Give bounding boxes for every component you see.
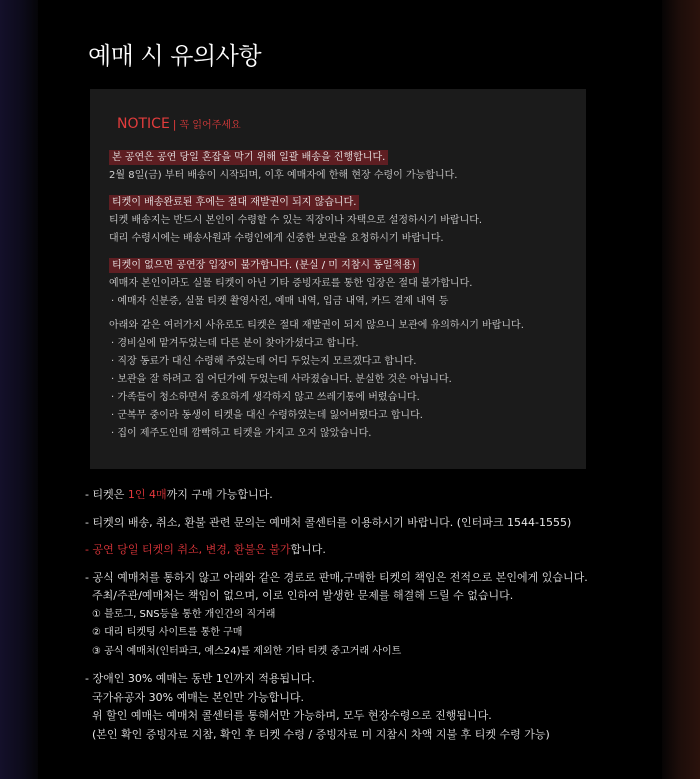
notice-line: 예매자 본인이라도 실물 티켓이 아닌 기타 증빙자료를 통한 입장은 절대 불가합니다. (109, 278, 473, 289)
notice-line: 티켓 배송지는 반드시 본인이 수령할 수 있는 직장이나 자택으로 설정하시기 바랍니다. (109, 215, 483, 226)
notice-label: NOTICE (117, 116, 170, 132)
notice-line: 대리 수령시에는 배송사원과 수령인에게 신중한 보관을 요청하시기 바랍니다. (109, 233, 444, 244)
info-item-resale (85, 569, 665, 662)
resale-line: - 공식 예매처를 통하지 않고 아래와 같은 경로로 판매,구매한 티켓의 책임은 전적으로 본인에게 있습니다. (85, 570, 588, 584)
notice-block-entry (109, 253, 579, 311)
limit-highlight: 1인 4매 (127, 488, 167, 501)
notice-line: · 예매자 신분증, 실물 티켓 촬영사진, 예매 내역, 입금 내역, 카드 결제 내역 등 (111, 296, 449, 307)
notice-highlight: 본 공연은 공연 당일 혼잡을 막기 위해 일괄 배송을 진행합니다. (109, 150, 388, 165)
info-item-contact (85, 514, 665, 533)
reasons-intro: 아래와 같은 여러가지 사유로도 티켓은 절대 재발권이 되지 않으니 보관에 유의하시기 바랍니다. (109, 320, 524, 331)
limit-prefix: - 티켓은 (85, 488, 128, 501)
right-edge-decor (662, 0, 700, 779)
notice-separator: | (172, 118, 177, 131)
info-item-limit (85, 486, 665, 505)
notice-highlight: 티켓이 없으면 공연장 입장이 불가합니다. (분실 / 미 지참시 동일적용) (109, 258, 419, 273)
notice-block-delivery (109, 145, 579, 185)
reason-item: · 보관을 잘 하려고 집 어딘가에 두었는데 사라졌습니다. 분실한 것은 아닙니다. (111, 374, 452, 385)
discount-line: 국가유공자 30% 예매는 본인만 가능합니다. (92, 690, 304, 704)
resale-path: ③ 공식 예매처(인터파크, 예스24)를 제외한 기타 티켓 중고거래 사이트 (92, 645, 402, 657)
reason-item: · 집이 제주도인데 깜빡하고 티켓을 가지고 오지 않았습니다. (111, 428, 372, 439)
content-panel (38, 0, 662, 779)
sameday-line (85, 541, 665, 560)
info-list (85, 486, 665, 753)
notice-sublabel: 꼭 읽어주세요 (179, 120, 241, 131)
notice-box (90, 89, 586, 469)
limit-line (85, 486, 665, 505)
discount-line: 위 할인 예매는 예매처 콜센터를 통해서만 가능하며, 모두 현장수령으로 진행됩니다. (92, 709, 492, 722)
notice-header (117, 113, 241, 132)
info-item-sameday (85, 541, 665, 560)
reason-item: · 가족들이 청소하면서 중요하게 생각하지 않고 쓰레기통에 버렸습니다. (111, 392, 420, 403)
info-item-discount (85, 670, 665, 744)
sameday-suffix: 합니다. (290, 543, 326, 556)
reason-item: · 군복무 중이라 동생이 티켓을 대신 수령하였는데 잃어버렸다고 합니다. (111, 410, 423, 421)
page-title: 예매 시 유의사항 (88, 42, 262, 70)
contact-line: - 티켓의 배송, 취소, 환불 관련 문의는 예매처 콜센터를 이용하시기 바랍니다. (인터파크 1544-1555) (85, 515, 572, 529)
sameday-highlight: - 공연 당일 티켓의 취소, 변경, 환불은 불가 (85, 543, 291, 556)
discount-line: (본인 확인 증빙자료 지참, 확인 후 티켓 수령 / 증빙자료 미 지참시 차액 지불 후 티켓 수령 가능) (92, 727, 550, 741)
limit-suffix: 까지 구매 가능합니다. (166, 488, 273, 501)
discount-line: - 장애인 30% 예매는 동반 1인까지 적용됩니다. (85, 672, 315, 685)
reason-item: · 직장 동료가 대신 수령해 주었는데 어디 두었는지 모르겠다고 합니다. (111, 356, 417, 367)
left-edge-decor (0, 0, 38, 779)
reason-item: · 경비실에 맡겨두었는데 다른 분이 찾아가셨다고 합니다. (111, 338, 359, 349)
notice-block-reasons (109, 317, 579, 443)
resale-path: ② 대리 티켓팅 사이트를 통한 구매 (92, 627, 243, 638)
notice-block-reissue (109, 190, 579, 248)
notice-line: 2월 8일(금) 부터 배송이 시작되며, 이후 예매자에 한해 현장 수령이 가능합니다. (109, 170, 458, 181)
notice-highlight: 티켓이 배송완료된 후에는 절대 재발권이 되지 않습니다. (109, 195, 359, 210)
resale-path: ① 블로그, SNS등을 통한 개인간의 직거래 (92, 608, 276, 620)
resale-line: 주최/주관/예매처는 책임이 없으며, 이로 인하여 발생한 문제를 해결해 드릴 수 없습니다. (92, 589, 514, 602)
